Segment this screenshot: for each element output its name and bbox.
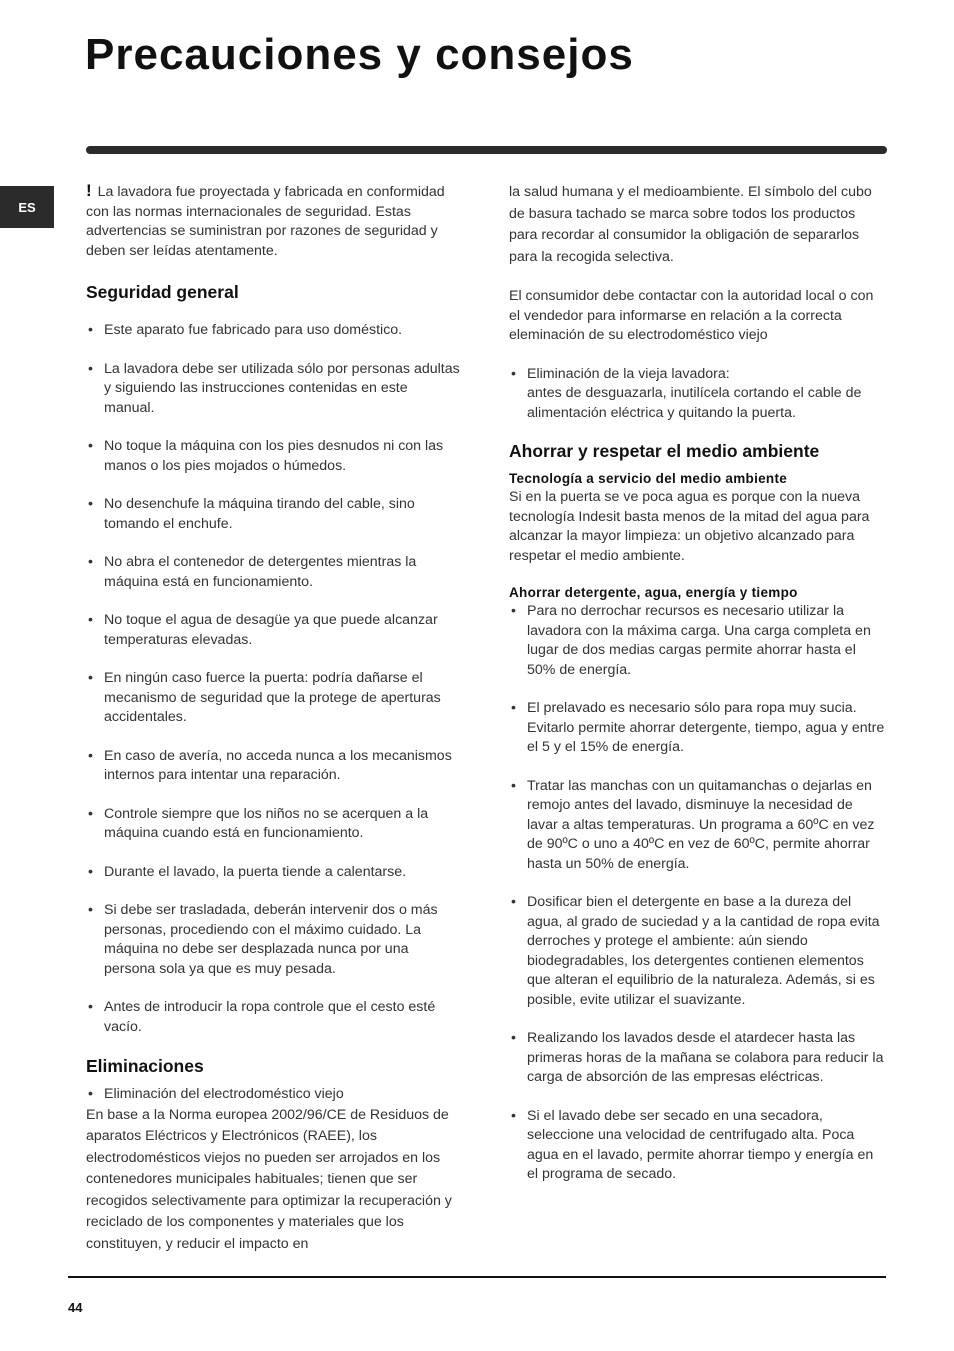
list-item-title: Eliminación de la vieja lavadora:	[527, 365, 730, 382]
list-item: • Antes de introducir la ropa controle que el cesto esté vacío.	[86, 998, 462, 1037]
list-item-text: antes de desguazarla, inutilícela cortando el cable de alimentación eléctrica y quitando la puerta.	[527, 385, 862, 421]
eliminaciones-paragraph-continued: la salud humana y el medioambiente. El símbolo del cubo de basura tachado se marca sobre todos los productos para recordar al consumidor la obligación de separarlos para la recogida selectiva.	[509, 184, 872, 265]
eliminaciones-paragraph: En base a la Norma europea 2002/96/CE de Residuos de aparatos Eléctricos y Electrónicos (RAEE), los electrodomésticos viejos no pueden ser arrojados en los contenedores municipales habituales; tienen que ser recogidos selectivamente para optimizar la recuperación y reciclado de los componentes y materiales que los constituyen, y reducir el impacto en	[86, 1106, 452, 1252]
warning-icon: !	[86, 181, 92, 200]
list-item: • Este aparato fue fabricado para uso doméstico.	[86, 321, 462, 341]
ahorrar-list	[509, 602, 887, 1185]
intro-text: La lavadora fue proyectada y fabricada en conformidad con las normas internacionales de seguridad. Estas advertencias se suministran por razones de seguridad y deben ser leídas atentamente.	[86, 184, 445, 259]
list-item: • No abra el contenedor de detergentes mientras la máquina está en funcionamiento.	[86, 553, 462, 592]
left-column	[86, 181, 462, 1255]
list-item	[509, 365, 887, 424]
list-item: • No toque el agua de desagüe ya que puede alcanzar temperaturas elevadas.	[86, 611, 462, 650]
subheading-ahorrar-detergente: Ahorrar detergente, agua, energía y tiempo	[509, 585, 798, 600]
list-item: • Dosificar bien el detergente en base a la dureza del agua, al grado de suciedad y a la cantidad de ropa evita derroches y protege el ambiente: aún siendo biodegradables, los detergentes contienen elementos que alteran el equilibrio de la naturaleza. Además, si es posible, evite utilizar el suavizante.	[509, 893, 887, 1010]
heading-seguridad-general: Seguridad general	[86, 282, 239, 302]
list-item: • Realizando los lavados desde el atardecer hasta las primeras horas de la mañana se colabora para reducir la carga de absorción de las empresas eléctricas.	[509, 1029, 887, 1088]
list-item: • Controle siempre que los niños no se acerquen a la máquina cuando está en funcionamiento.	[86, 805, 462, 844]
list-item: • En caso de avería, no acceda nunca a los mecanismos internos para intentar una reparación.	[86, 747, 462, 786]
list-item: • El prelavado es necesario sólo para ropa muy sucia. Evitarlo permite ahorrar detergente, tiempo, agua y entre el 5 y el 15% de energía.	[509, 699, 887, 758]
language-tab: ES	[0, 186, 54, 228]
seguridad-list	[86, 321, 462, 1037]
subheading-tecnologia: Tecnología a servicio del medio ambiente	[509, 471, 788, 486]
heading-eliminaciones: Eliminaciones	[86, 1056, 204, 1076]
right-column	[509, 182, 887, 1185]
intro-warning	[86, 181, 462, 261]
list-item: • No toque la máquina con los pies desnudos ni con las manos o los pies mojados o húmedos.	[86, 437, 462, 476]
list-item: • Si debe ser trasladada, deberán intervenir dos o más personas, procediendo con el máximo cuidado. La máquina no debe ser desplazada nunca por una persona sola ya que es muy pesada.	[86, 901, 462, 979]
footer-divider	[68, 1276, 886, 1278]
list-item: • Durante el lavado, la puerta tiende a calentarse.	[86, 863, 462, 883]
header-divider	[86, 146, 887, 154]
eliminaciones-list-2	[509, 365, 887, 424]
list-item: • Eliminación del electrodoméstico viejo	[86, 1085, 462, 1105]
list-item: • La lavadora debe ser utilizada sólo por personas adultas y siguiendo las instrucciones contenidas en este manual.	[86, 360, 462, 419]
page-number: 44	[68, 1300, 83, 1315]
tecnologia-paragraph: Si en la puerta se ve poca agua es porque con la nueva tecnología Indesit basta menos de la mitad del agua para alcanzar la mayor limpieza: un objetivo alcanzado para respetar el medio ambiente.	[509, 489, 870, 564]
eliminaciones-list	[86, 1085, 462, 1105]
heading-ahorrar: Ahorrar y respetar el medio ambiente	[509, 441, 820, 461]
list-item: • En ningún caso fuerce la puerta: podría dañarse el mecanismo de seguridad que la protege de aperturas accidentales.	[86, 669, 462, 728]
eliminaciones-contact-paragraph: El consumidor debe contactar con la autoridad local o con el vendedor para informarse en relación a la correcta eleminación de su electrodoméstico viejo	[509, 288, 874, 343]
list-item: • Para no derrochar recursos es necesario utilizar la lavadora con la máxima carga. Una carga completa en lugar de dos medias cargas permite ahorrar hasta el 50% de energía.	[509, 602, 887, 680]
list-item: • No desenchufe la máquina tirando del cable, sino tomando el enchufe.	[86, 495, 462, 534]
list-item: • Si el lavado debe ser secado en una secadora, seleccione una velocidad de centrifugado alta. Poca agua en el lavado, permite ahorrar tiempo y energía en el programa de secado.	[509, 1107, 887, 1185]
page-title: Precauciones y consejos	[85, 30, 634, 79]
list-item: • Tratar las manchas con un quitamanchas o dejarlas en remojo antes del lavado, disminuye la necesidad de lavar a altas temperaturas. Un programa a 60ºC en vez de 90ºC o uno a 40ºC en vez de 60ºC, permite ahorrar hasta un 50% de energía.	[509, 777, 887, 875]
